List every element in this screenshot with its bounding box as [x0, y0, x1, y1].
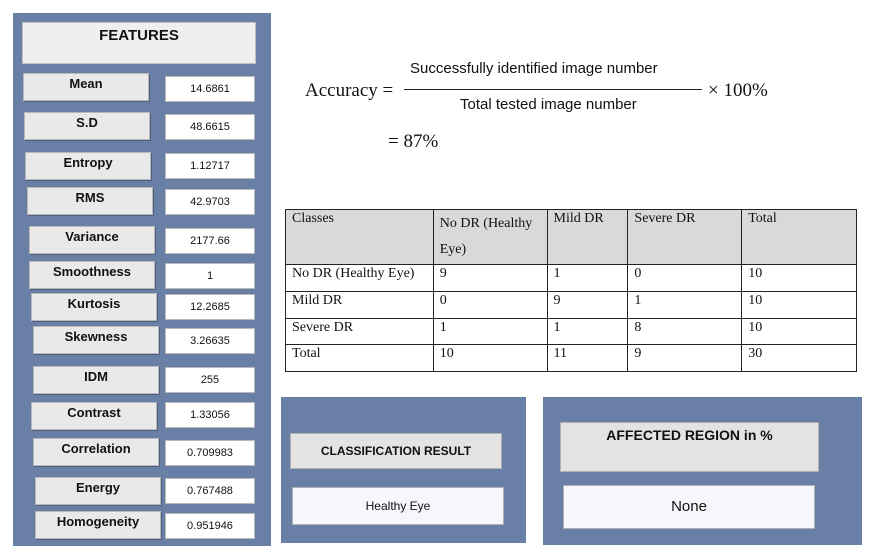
table-header-row: [286, 210, 857, 265]
features-title: FEATURES: [22, 22, 256, 64]
feature-value-rms: 42.9703: [165, 189, 255, 215]
feature-label-sd: S.D: [24, 112, 150, 140]
feature-label-kurtosis: Kurtosis: [31, 293, 157, 321]
table-cell: 10: [433, 345, 547, 372]
table-row: [286, 345, 857, 372]
formula-fraction-bar: [404, 89, 702, 90]
table-header-cell: Classes: [286, 210, 434, 265]
table-cell: 8: [628, 318, 742, 345]
affected-region-value: None: [563, 485, 815, 529]
table-header-cell: Severe DR: [628, 210, 742, 265]
table-header-cell: Mild DR: [547, 210, 628, 265]
table-cell: 9: [547, 291, 628, 318]
table-cell: 1: [547, 318, 628, 345]
table-cell: Total: [286, 345, 434, 372]
table-cell: 11: [547, 345, 628, 372]
feature-label-contrast: Contrast: [31, 402, 157, 430]
feature-label-energy: Energy: [35, 477, 161, 505]
classification-result-button[interactable]: CLASSIFICATION RESULT: [290, 433, 502, 469]
classification-result-value: Healthy Eye: [292, 487, 504, 525]
feature-value-variance: 2177.66: [165, 228, 255, 254]
feature-value-idm: 255: [165, 367, 255, 393]
feature-value-homogeneity: 0.951946: [165, 513, 255, 539]
table-header-cell: Total: [742, 210, 857, 265]
feature-label-rms: RMS: [27, 187, 153, 215]
table-cell: 10: [742, 265, 857, 292]
feature-label-homogeneity: Homogeneity: [35, 511, 161, 539]
table-row: [286, 291, 857, 318]
formula-numerator: Successfully identified image number: [410, 60, 658, 77]
table-cell: 1: [547, 265, 628, 292]
confusion-matrix-table: [285, 209, 857, 372]
table-cell: 0: [628, 265, 742, 292]
formula-result: = 87%: [388, 131, 439, 152]
feature-label-variance: Variance: [29, 226, 155, 254]
feature-label-smoothness: Smoothness: [29, 261, 155, 289]
formula-lhs: Accuracy =: [305, 80, 394, 101]
table-cell: No DR (Healthy Eye): [286, 265, 434, 292]
table-cell: 1: [628, 291, 742, 318]
table-row: [286, 265, 857, 292]
feature-value-mean: 14.6861: [165, 76, 255, 102]
feature-label-idm: IDM: [33, 366, 159, 394]
table-header-cell: No DR (Healthy Eye): [433, 210, 547, 265]
table-cell: 9: [433, 265, 547, 292]
table-cell: 30: [742, 345, 857, 372]
table-cell: Mild DR: [286, 291, 434, 318]
feature-value-kurtosis: 12.2685: [165, 294, 255, 320]
table-cell: 1: [433, 318, 547, 345]
feature-value-entropy: 1.12717: [165, 153, 255, 179]
formula-denominator: Total tested image number: [460, 96, 637, 113]
table-cell: Severe DR: [286, 318, 434, 345]
table-cell: 9: [628, 345, 742, 372]
feature-label-correlation: Correlation: [33, 438, 159, 466]
feature-value-sd: 48.6615: [165, 114, 255, 140]
feature-value-skewness: 3.26635: [165, 328, 255, 354]
feature-value-contrast: 1.33056: [165, 402, 255, 428]
feature-value-energy: 0.767488: [165, 478, 255, 504]
feature-label-skewness: Skewness: [33, 326, 159, 354]
affected-region-title: AFFECTED REGION in %: [560, 422, 819, 472]
feature-value-correlation: 0.709983: [165, 440, 255, 466]
feature-label-entropy: Entropy: [25, 152, 151, 180]
formula-multiplier: × 100%: [708, 80, 768, 101]
table-cell: 10: [742, 318, 857, 345]
feature-label-mean: Mean: [23, 73, 149, 101]
table-cell: 10: [742, 291, 857, 318]
table-row: [286, 318, 857, 345]
feature-value-smoothness: 1: [165, 263, 255, 289]
table-cell: 0: [433, 291, 547, 318]
